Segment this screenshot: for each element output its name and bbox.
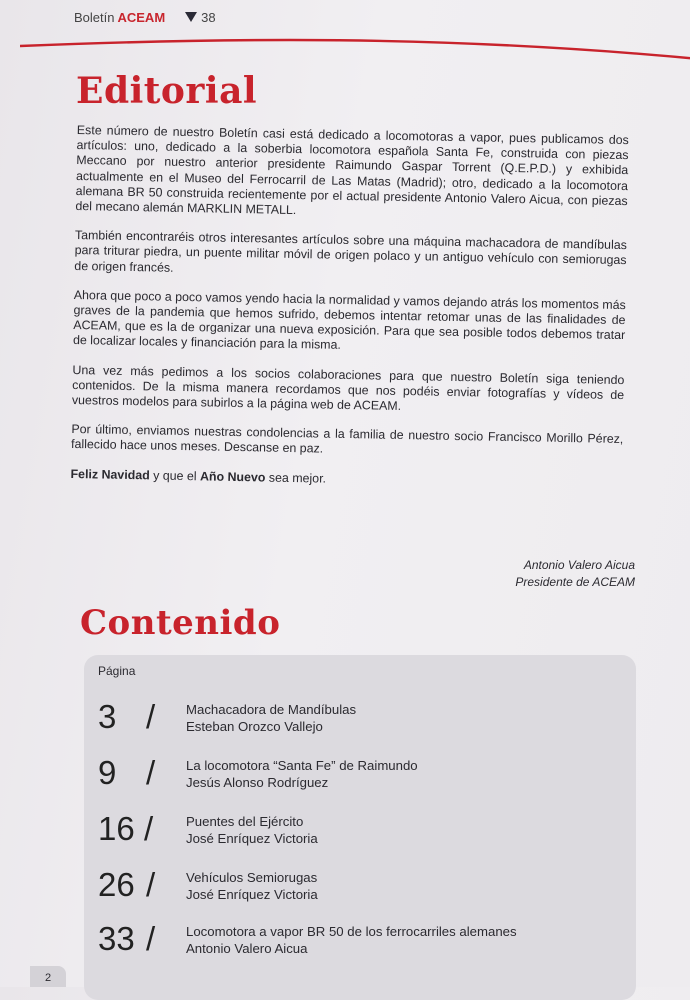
toc-article-author: Antonio Valero Aicua [186,941,308,956]
slash-separator: / [146,920,156,957]
toc-article-title: Vehículos Semiorugas [186,870,318,885]
page-number: 2 [30,966,66,987]
toc-page-number: 33 [98,920,135,957]
editorial-body [70,123,629,506]
signature [515,557,635,591]
toc-text [186,701,356,735]
toc-article-title: Machacadora de Mandíbulas [186,702,357,717]
issue-number: 38 [201,10,216,25]
slash-separator: / [146,866,156,903]
toc-entry[interactable] [84,919,624,963]
closing-text-1: y que el [149,468,201,483]
closing-bold-1: Feliz Navidad [70,466,150,483]
toc-entry[interactable] [84,753,624,797]
contents-title: Contenido [80,603,281,643]
toc-text [186,869,318,903]
editorial-title: Editorial [76,70,258,112]
toc-article-author: Jesús Alonso Rodríguez [186,775,329,790]
toc-article-title: Puentes del Ejército [186,814,304,829]
editorial-paragraph: Por último, enviamos nuestras condolencias a la familia de nuestro socio Francisco Morillo Pérez, fallecido hace unos meses. Descanse en paz. [70,422,624,457]
closing-text-2: sea mejor. [265,470,327,486]
toc-entry[interactable] [84,697,624,741]
closing-bold-2: Año Nuevo [199,468,266,485]
contents-panel [84,655,636,1000]
header-divider [20,36,690,62]
triangle-down-icon [185,12,197,22]
toc-text [186,923,517,957]
editorial-paragraph: Este número de nuestro Boletín casi está dedicado a locomotoras a vapor, pues publicamos dos artículos: uno, dedicado a la soberbia locomotora española Santa Fe, construida con piezas Meccano por nuestro anterior presidente Raimundo Gaspar Torrent (Q.E.P.D.) y exhibida actualmente en el Museo del Ferrocarril de Las Matas (Madrid); otro, dedicado a la locomotora alemana BR 50 construida recientemente por el actual presidente Antonio Valero Aicua, con piezas del mecano alemán MARKLIN METALL. [75,123,629,218]
page-column-label: Página [98,664,136,678]
editorial-paragraph: Una vez más pedimos a los socios colaboraciones para que nuestro Boletín siga teniendo contenidos. De la misma manera recordamos que nos podéis enviar fotografías y vídeos de vuestros modelos para subirlos a la página web de ACEAM. [71,362,625,414]
editorial-paragraph: Ahora que poco a poco vamos yendo hacia la normalidad y vamos dejando atrás los momentos más graves de la pandemia que hemos sufrido, debemos intentar retomar unas de las finalidades de ACEAM, que es la de organizar una nueva exposición. Para que sea posible todos debemos tratar de localizar locales y financiación para la misma. [72,287,626,353]
toc-article-author: José Enríquez Victoria [186,887,318,902]
toc-text [186,757,418,791]
toc-article-author: Esteban Orozco Vallejo [186,719,323,734]
toc-page-number: 26 [98,866,135,903]
issue-badge [185,10,215,25]
running-header [74,10,216,25]
toc-entry[interactable] [84,865,624,909]
toc-article-title: La locomotora “Santa Fe” de Raimundo [186,758,418,773]
signature-role: Presidente de ACEAM [515,575,635,589]
toc-article-title: Locomotora a vapor BR 50 de los ferrocarriles alemanes [186,924,517,939]
header-brand: ACEAM [117,10,166,25]
signature-name: Antonio Valero Aicua [523,558,635,572]
toc-article-author: José Enríquez Victoria [186,831,318,846]
toc-text [186,813,318,847]
header-title-prefix: Boletín [74,10,115,25]
toc-page-number: 3 [98,698,117,735]
toc-entry[interactable] [84,809,624,853]
slash-separator: / [144,810,154,847]
editorial-paragraph: También encontraréis otros interesantes artículos sobre una máquina machacadora de mandíbulas para triturar piedra, un puente militar móvil de origen polaco y un antiguo vehículo con semiorugas de origen francés. [74,228,627,275]
slash-separator: / [146,754,156,791]
slash-separator: / [146,698,156,735]
toc-page-number: 9 [98,754,117,791]
closing-line [70,467,622,492]
toc-page-number: 16 [98,810,135,847]
